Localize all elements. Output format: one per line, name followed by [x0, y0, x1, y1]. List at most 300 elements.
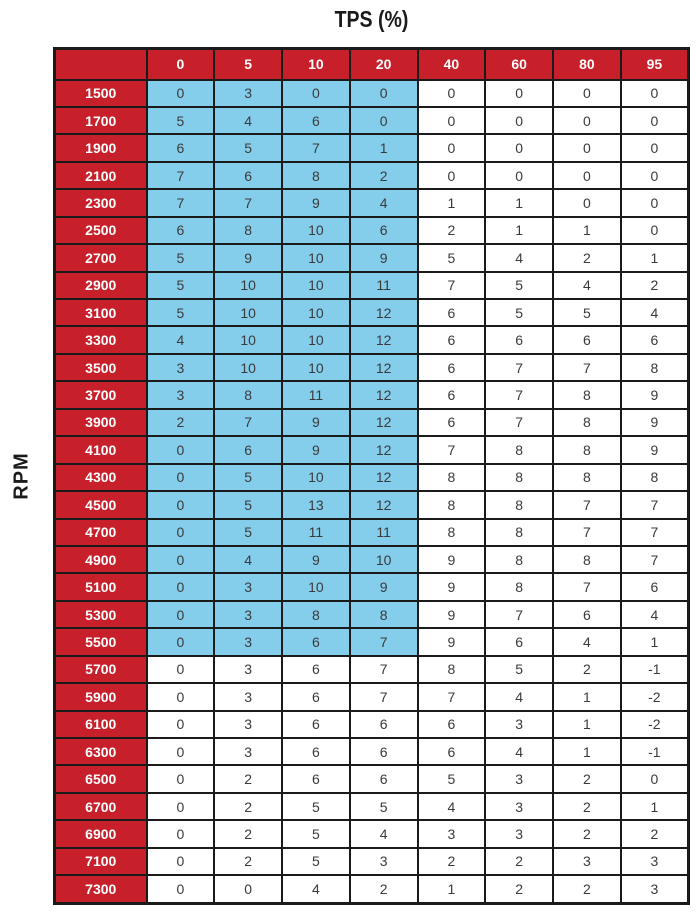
data-cell: 6 [282, 711, 350, 738]
data-cell: 1 [621, 793, 689, 820]
data-cell: 4 [553, 272, 621, 299]
data-cell: 2 [418, 848, 486, 875]
data-cell: 0 [418, 107, 486, 134]
data-cell: 6 [350, 711, 418, 738]
data-cell: 3 [485, 711, 553, 738]
table-row [55, 875, 689, 903]
data-cell: 10 [282, 464, 350, 491]
data-cell: 6 [282, 683, 350, 710]
data-cell: 0 [418, 80, 486, 107]
data-cell: 5 [553, 299, 621, 326]
data-cell: 3 [214, 711, 282, 738]
data-cell: 1 [418, 189, 486, 216]
data-cell: 11 [282, 381, 350, 408]
data-cell: 4 [553, 628, 621, 655]
data-cell: 10 [282, 573, 350, 600]
table-row [55, 464, 689, 491]
data-cell: 2 [485, 875, 553, 903]
data-cell: 10 [350, 546, 418, 573]
table-row [55, 601, 689, 628]
data-cell: 4 [485, 683, 553, 710]
table-row [55, 519, 689, 546]
data-cell: 6 [418, 326, 486, 353]
data-cell: 5 [485, 299, 553, 326]
data-cell: 3 [621, 848, 689, 875]
data-cell: 0 [214, 875, 282, 903]
data-cell: 10 [214, 272, 282, 299]
data-cell: 6 [282, 628, 350, 655]
rpm-axis-label: RPM [10, 452, 33, 500]
data-cell: 7 [282, 134, 350, 161]
data-cell: 6 [282, 738, 350, 765]
table-row [55, 765, 689, 792]
page-title: TPS (%) [334, 6, 409, 32]
table-row [55, 409, 689, 436]
data-cell: 2 [350, 875, 418, 903]
data-cell: 1 [485, 189, 553, 216]
data-cell: 2 [553, 244, 621, 271]
data-cell: 0 [621, 189, 689, 216]
data-cell: 1 [621, 244, 689, 271]
data-cell: 5 [147, 107, 215, 134]
data-cell: 1 [553, 738, 621, 765]
data-cell: 9 [418, 628, 486, 655]
row-header-6100: 6100 [55, 711, 147, 738]
data-cell: 6 [418, 354, 486, 381]
data-cell: 5 [350, 793, 418, 820]
table-row [55, 491, 689, 518]
data-cell: 2 [418, 217, 486, 244]
data-cell: 4 [214, 107, 282, 134]
data-cell: 6 [553, 326, 621, 353]
data-cell: 0 [621, 217, 689, 244]
data-cell: 6 [418, 299, 486, 326]
data-cell: 4 [214, 546, 282, 573]
data-cell: 1 [418, 875, 486, 903]
data-cell: 6 [350, 217, 418, 244]
data-cell: 5 [147, 244, 215, 271]
data-cell: 4 [418, 793, 486, 820]
table-row [55, 326, 689, 353]
data-cell: 1 [621, 628, 689, 655]
row-header-3700: 3700 [55, 381, 147, 408]
data-cell: 3 [485, 765, 553, 792]
data-cell: 0 [350, 107, 418, 134]
data-cell: 7 [147, 162, 215, 189]
row-header-3300: 3300 [55, 326, 147, 353]
table-row [55, 354, 689, 381]
table-row [55, 738, 689, 765]
data-cell: 10 [214, 299, 282, 326]
data-cell: 0 [553, 80, 621, 107]
data-cell: 3 [485, 793, 553, 820]
data-cell: 8 [553, 436, 621, 463]
row-header-6500: 6500 [55, 765, 147, 792]
data-cell: 7 [350, 656, 418, 683]
data-cell: 3 [553, 848, 621, 875]
data-cell: 7 [418, 272, 486, 299]
row-header-5900: 5900 [55, 683, 147, 710]
data-cell: 6 [418, 409, 486, 436]
data-cell: 0 [350, 80, 418, 107]
data-cell: 12 [350, 326, 418, 353]
data-cell: 2 [621, 272, 689, 299]
data-cell: 6 [282, 107, 350, 134]
data-cell: 5 [282, 820, 350, 847]
data-cell: 8 [350, 601, 418, 628]
data-cell: 7 [553, 519, 621, 546]
data-cell: 4 [485, 738, 553, 765]
col-header-0: 0 [147, 49, 215, 80]
data-cell: 2 [214, 848, 282, 875]
row-header-2100: 2100 [55, 162, 147, 189]
row-header-3900: 3900 [55, 409, 147, 436]
table-row [55, 272, 689, 299]
data-cell: 3 [214, 80, 282, 107]
data-cell: 9 [350, 244, 418, 271]
data-cell: 3 [147, 381, 215, 408]
data-cell: 12 [350, 299, 418, 326]
data-cell: 6 [418, 381, 486, 408]
row-header-2300: 2300 [55, 189, 147, 216]
col-header-10: 10 [282, 49, 350, 80]
data-cell: 10 [282, 299, 350, 326]
data-cell: 9 [418, 546, 486, 573]
data-cell: 12 [350, 464, 418, 491]
data-cell: 0 [621, 162, 689, 189]
table-row [55, 573, 689, 600]
data-cell: 3 [214, 683, 282, 710]
row-header-4900: 4900 [55, 546, 147, 573]
row-header-2900: 2900 [55, 272, 147, 299]
data-cell: -2 [621, 711, 689, 738]
data-cell: 9 [621, 436, 689, 463]
data-cell: 9 [418, 573, 486, 600]
data-cell: 4 [282, 875, 350, 903]
data-cell: 7 [350, 683, 418, 710]
data-cell: 7 [553, 573, 621, 600]
data-cell: 1 [485, 217, 553, 244]
data-cell: 8 [485, 546, 553, 573]
data-cell: 9 [282, 546, 350, 573]
data-cell: 8 [553, 381, 621, 408]
data-cell: 12 [350, 436, 418, 463]
data-cell: 0 [553, 134, 621, 161]
data-cell: 5 [214, 464, 282, 491]
data-cell: 5 [214, 134, 282, 161]
row-header-1900: 1900 [55, 134, 147, 161]
data-cell: 6 [282, 656, 350, 683]
data-cell: 7 [485, 381, 553, 408]
data-cell: 0 [621, 107, 689, 134]
data-cell: 5 [147, 299, 215, 326]
table-row [55, 820, 689, 847]
data-cell: 2 [214, 793, 282, 820]
data-cell: 0 [418, 134, 486, 161]
data-cell: 7 [621, 491, 689, 518]
table-row [55, 711, 689, 738]
data-cell: 7 [621, 546, 689, 573]
table-row [55, 107, 689, 134]
data-cell: 6 [282, 765, 350, 792]
row-header-6300: 6300 [55, 738, 147, 765]
data-cell: 0 [147, 820, 215, 847]
data-cell: 7 [350, 628, 418, 655]
data-cell: 5 [418, 244, 486, 271]
row-header-6900: 6900 [55, 820, 147, 847]
data-cell: 3 [214, 601, 282, 628]
data-cell: 1 [553, 711, 621, 738]
data-cell: 8 [282, 162, 350, 189]
data-cell: 3 [350, 848, 418, 875]
data-cell: 0 [147, 491, 215, 518]
data-cell: 0 [553, 162, 621, 189]
data-cell: 0 [147, 656, 215, 683]
data-cell: 4 [485, 244, 553, 271]
data-cell: 2 [553, 656, 621, 683]
data-cell: 0 [485, 107, 553, 134]
data-cell: 2 [553, 820, 621, 847]
data-cell: 5 [418, 765, 486, 792]
tps-rpm-table [53, 47, 690, 905]
table-row [55, 793, 689, 820]
row-header-2700: 2700 [55, 244, 147, 271]
data-cell: -1 [621, 656, 689, 683]
table-header [55, 49, 689, 80]
data-cell: 0 [147, 546, 215, 573]
row-header-4700: 4700 [55, 519, 147, 546]
data-cell: 0 [147, 793, 215, 820]
data-cell: 12 [350, 354, 418, 381]
data-cell: 5 [485, 272, 553, 299]
data-cell: 8 [621, 464, 689, 491]
data-cell: 6 [485, 628, 553, 655]
data-cell: 2 [214, 820, 282, 847]
row-header-5100: 5100 [55, 573, 147, 600]
data-cell: 6 [485, 326, 553, 353]
row-header-1500: 1500 [55, 80, 147, 107]
data-cell: 9 [350, 573, 418, 600]
data-cell: 0 [485, 80, 553, 107]
data-cell: 12 [350, 381, 418, 408]
col-header-40: 40 [418, 49, 486, 80]
data-cell: 3 [214, 738, 282, 765]
data-cell: 12 [350, 409, 418, 436]
data-cell: 5 [282, 793, 350, 820]
data-cell: 8 [418, 464, 486, 491]
data-cell: 8 [553, 464, 621, 491]
col-header-20: 20 [350, 49, 418, 80]
col-header-60: 60 [485, 49, 553, 80]
data-cell: 0 [147, 573, 215, 600]
data-cell: 9 [282, 409, 350, 436]
data-cell: 0 [147, 436, 215, 463]
data-cell: 3 [214, 628, 282, 655]
data-cell: 13 [282, 491, 350, 518]
data-cell: 0 [553, 189, 621, 216]
data-cell: 4 [147, 326, 215, 353]
data-cell: -1 [621, 738, 689, 765]
data-cell: -2 [621, 683, 689, 710]
data-cell: 6 [147, 134, 215, 161]
data-cell: 8 [282, 601, 350, 628]
col-header-80: 80 [553, 49, 621, 80]
data-cell: 8 [553, 546, 621, 573]
data-cell: 7 [214, 409, 282, 436]
table-row [55, 134, 689, 161]
data-cell: 4 [350, 189, 418, 216]
table-row [55, 244, 689, 271]
table-row [55, 656, 689, 683]
row-header-6700: 6700 [55, 793, 147, 820]
data-cell: 0 [147, 80, 215, 107]
row-header-4100: 4100 [55, 436, 147, 463]
table-row [55, 628, 689, 655]
data-cell: 8 [485, 464, 553, 491]
data-cell: 3 [214, 573, 282, 600]
data-cell: 4 [621, 299, 689, 326]
data-cell: 0 [147, 464, 215, 491]
data-cell: 10 [214, 326, 282, 353]
data-cell: 0 [621, 134, 689, 161]
data-cell: 3 [485, 820, 553, 847]
data-cell: 6 [621, 326, 689, 353]
data-cell: 3 [621, 875, 689, 903]
data-cell: 0 [147, 628, 215, 655]
data-cell: 0 [485, 134, 553, 161]
data-cell: 3 [418, 820, 486, 847]
col-header-5: 5 [214, 49, 282, 80]
data-cell: 10 [214, 354, 282, 381]
data-cell: 7 [485, 354, 553, 381]
data-cell: 0 [147, 519, 215, 546]
data-cell: 8 [418, 491, 486, 518]
data-cell: 2 [553, 793, 621, 820]
data-cell: 0 [147, 738, 215, 765]
data-cell: 6 [350, 738, 418, 765]
data-cell: 0 [621, 765, 689, 792]
data-cell: 7 [418, 436, 486, 463]
data-cell: 6 [553, 601, 621, 628]
data-cell: 8 [418, 656, 486, 683]
data-cell: 2 [485, 848, 553, 875]
data-cell: 7 [621, 519, 689, 546]
data-cell: 11 [282, 519, 350, 546]
table-row [55, 217, 689, 244]
data-cell: 5 [485, 656, 553, 683]
data-cell: 7 [147, 189, 215, 216]
data-cell: 1 [350, 134, 418, 161]
row-header-5300: 5300 [55, 601, 147, 628]
data-cell: 6 [418, 738, 486, 765]
data-cell: 3 [214, 656, 282, 683]
data-cell: 5 [282, 848, 350, 875]
data-cell: 2 [214, 765, 282, 792]
data-cell: 1 [553, 217, 621, 244]
data-cell: 9 [621, 381, 689, 408]
data-cell: 0 [553, 107, 621, 134]
data-cell: 6 [350, 765, 418, 792]
data-cell: 7 [553, 491, 621, 518]
data-cell: 5 [214, 519, 282, 546]
row-header-3500: 3500 [55, 354, 147, 381]
row-header-2500: 2500 [55, 217, 147, 244]
data-cell: 0 [147, 875, 215, 903]
data-cell: 0 [147, 711, 215, 738]
row-header-4500: 4500 [55, 491, 147, 518]
table-row [55, 381, 689, 408]
data-cell: 8 [621, 354, 689, 381]
data-cell: 2 [147, 409, 215, 436]
data-cell: 7 [553, 354, 621, 381]
table-row [55, 546, 689, 573]
data-cell: 0 [621, 80, 689, 107]
data-cell: 11 [350, 272, 418, 299]
data-cell: 9 [282, 436, 350, 463]
data-cell: 0 [147, 848, 215, 875]
data-cell: 7 [485, 601, 553, 628]
data-cell: 11 [350, 519, 418, 546]
data-cell: 8 [485, 573, 553, 600]
data-cell: 0 [418, 162, 486, 189]
data-cell: 6 [147, 217, 215, 244]
data-cell: 10 [282, 217, 350, 244]
data-cell: 9 [418, 601, 486, 628]
table-row [55, 189, 689, 216]
table-row [55, 436, 689, 463]
data-cell: 4 [621, 601, 689, 628]
header-row [55, 49, 689, 80]
corner-cell [55, 49, 147, 80]
data-cell: 8 [418, 519, 486, 546]
data-cell: 8 [214, 217, 282, 244]
data-cell: 7 [418, 683, 486, 710]
data-cell: 5 [147, 272, 215, 299]
table-row [55, 162, 689, 189]
table-row [55, 299, 689, 326]
data-cell: 12 [350, 491, 418, 518]
data-cell: 0 [485, 162, 553, 189]
table-row [55, 683, 689, 710]
row-header-5500: 5500 [55, 628, 147, 655]
table-body [55, 80, 689, 904]
data-cell: 8 [214, 381, 282, 408]
data-cell: 9 [214, 244, 282, 271]
data-cell: 7 [214, 189, 282, 216]
data-cell: 0 [147, 683, 215, 710]
data-cell: 8 [485, 491, 553, 518]
data-cell: 8 [485, 519, 553, 546]
data-cell: 6 [214, 436, 282, 463]
data-cell: 8 [485, 436, 553, 463]
data-cell: 6 [621, 573, 689, 600]
data-cell: 6 [418, 711, 486, 738]
data-cell: 4 [350, 820, 418, 847]
data-cell: 3 [147, 354, 215, 381]
row-header-4300: 4300 [55, 464, 147, 491]
data-cell: 9 [282, 189, 350, 216]
data-cell: 0 [147, 601, 215, 628]
table-row [55, 80, 689, 107]
table-row [55, 848, 689, 875]
data-cell: 9 [621, 409, 689, 436]
row-header-7300: 7300 [55, 875, 147, 903]
data-cell: 10 [282, 326, 350, 353]
data-cell: 10 [282, 272, 350, 299]
data-cell: 5 [214, 491, 282, 518]
data-cell: 10 [282, 354, 350, 381]
data-cell: 8 [553, 409, 621, 436]
